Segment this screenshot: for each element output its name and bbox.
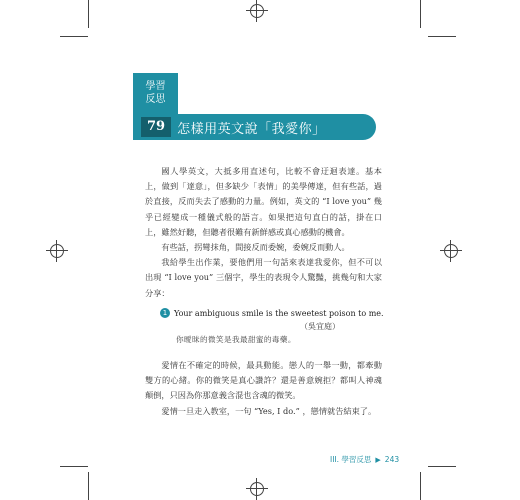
crop-mark (420, 472, 421, 500)
registration-mark-left (46, 240, 68, 262)
registration-mark-top (246, 0, 268, 22)
crop-mark (420, 0, 421, 28)
quote-author: （吳宜庭） (300, 322, 340, 331)
footer-section: III. 學習反思 (330, 455, 372, 464)
example-quote (160, 308, 392, 320)
body-section-1 (145, 164, 382, 301)
crop-mark (60, 36, 88, 37)
paragraph: 我給學生出作業，要他們用一句話來表達我愛你，但不可以出現 “I love you” 三個字，學生的表現令人驚豔，挑幾句和大家分享： (145, 257, 382, 298)
page-number: 243 (384, 455, 400, 464)
page-footer (330, 454, 399, 465)
page-title: 怎樣用英文說「我愛你」 (177, 121, 326, 137)
crop-mark (88, 472, 89, 500)
body-section-2 (145, 358, 382, 419)
paragraph: 國人學英文，大抵多用直述句，比較不會迂迴表達。基本上，做到「達意」，但多缺少「表情」的美學傳達，但有些話，過於直接，反而失去了感動的力量。例如，英文的 “I love you” 幾乎已經變成一種儀式般的語言。如果把這句直白的話，掛在口上，雖然好聽，但聽者很難有新鮮感或真心感動的機會。 (145, 166, 382, 237)
crop-mark (428, 466, 456, 467)
quote-translation: 你曖昧的微笑是我最甜蜜的毒藥。 (176, 335, 296, 344)
registration-mark-bottom (246, 478, 268, 500)
chapter-tag-line2: 反思 (145, 94, 166, 105)
quote-number-badge: 1 (160, 308, 170, 318)
article-number: 79 (141, 117, 171, 137)
paragraph: 愛情在不確定的時候，最具動能。戀人的一舉一動，都牽動雙方的心緒。你的微笑是真心讚許？還是善意婉拒？都叫人神魂顛倒，只因為你那意義含混也含魂的微笑。 (145, 360, 382, 401)
footer-arrow-icon: ▶ (375, 456, 381, 464)
crop-mark (428, 36, 456, 37)
paragraph: 有些話，拐彎抹角，間接反而委婉，委婉反而動人。 (161, 242, 350, 253)
chapter-tag (133, 73, 178, 115)
crop-mark (60, 466, 88, 467)
paragraph: 愛情一旦走入教室，一句 “Yes, I do.” ，戀情就告結束了。 (161, 405, 377, 416)
registration-mark-right (440, 240, 462, 262)
title-banner (133, 114, 376, 140)
crop-mark (88, 0, 89, 28)
chapter-tag-line1: 學習 (145, 81, 166, 92)
quote-english: Your ambiguous smile is the sweetest poison to me. (174, 309, 384, 318)
